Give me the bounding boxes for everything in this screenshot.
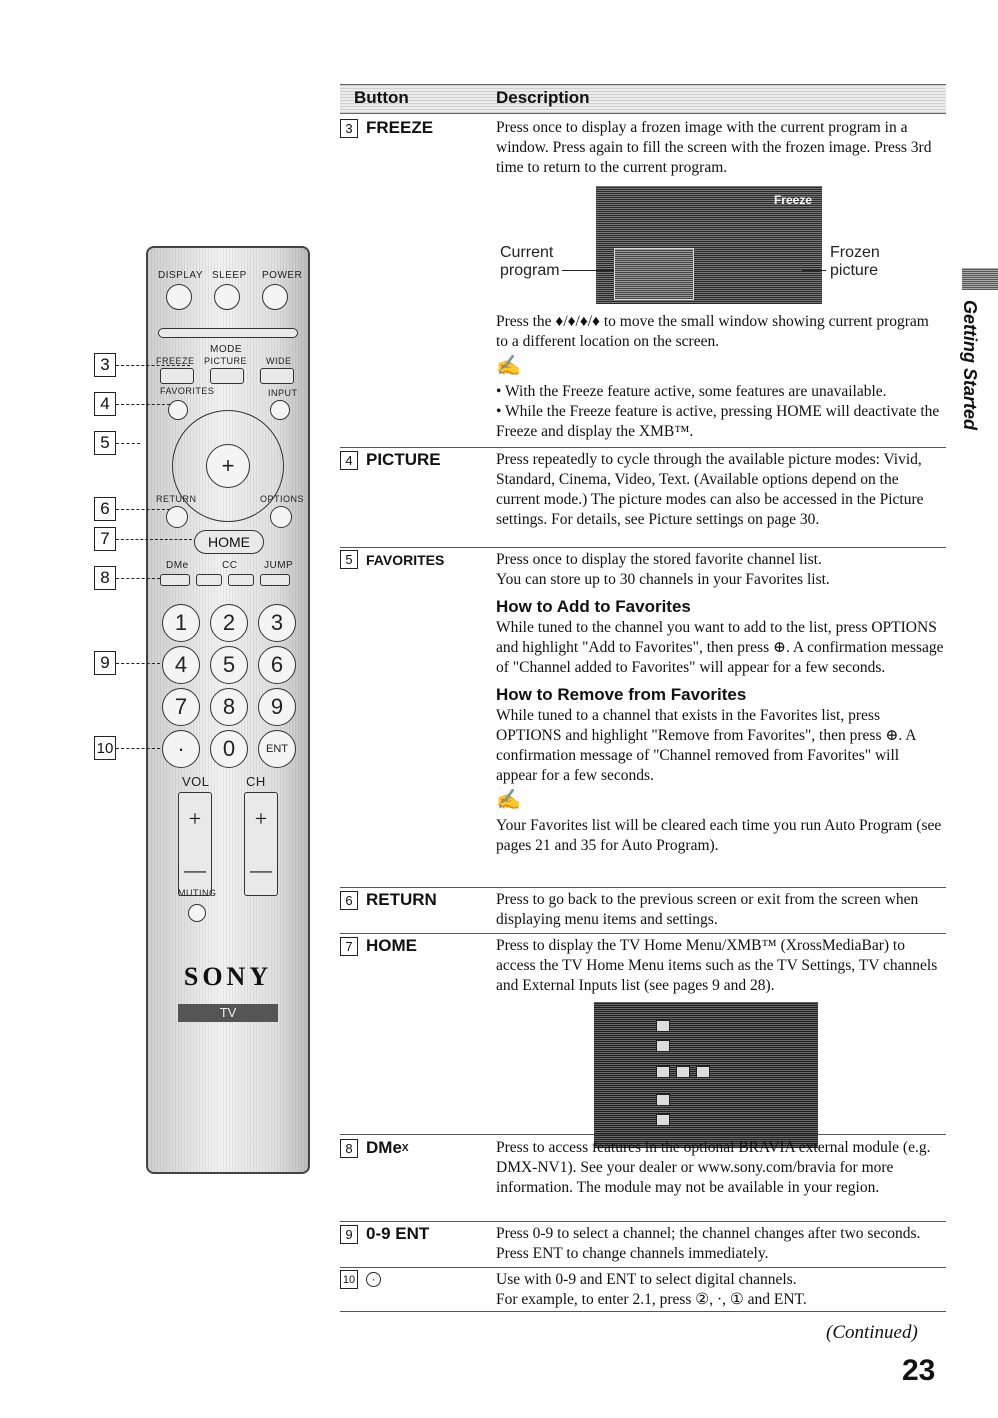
remote-brand-logo: SONY xyxy=(183,962,273,991)
remote-mode-label: MODE xyxy=(210,344,242,355)
row-number-8: 8 xyxy=(340,1139,358,1158)
remote-options-button xyxy=(270,506,292,528)
callout-7-line xyxy=(116,539,192,540)
remote-digit-1: 1 xyxy=(162,604,200,642)
remote-dpad-center-button: + xyxy=(206,444,250,488)
callout-4: 4 xyxy=(94,392,116,416)
remote-dme-label: DMe xyxy=(166,560,189,571)
remote-channel-rocker xyxy=(244,792,278,896)
remote-jump-label: JUMP xyxy=(264,560,294,571)
button-name-picture: PICTURE xyxy=(366,450,441,469)
remote-color-button-1 xyxy=(196,574,222,586)
remote-home-button: HOME xyxy=(194,530,264,554)
remote-sleep-button xyxy=(214,284,240,310)
page-number: 23 xyxy=(902,1354,936,1387)
freeze-frozen-picture-label: Frozen picture xyxy=(830,244,880,279)
remove-favorites-heading: How to Remove from Favorites xyxy=(496,685,747,704)
freeze-note-1: • With the Freeze feature active, some features are unavailable. xyxy=(496,383,887,400)
button-name-dme: DMe xyxy=(366,1138,402,1157)
table-row-home xyxy=(340,934,946,1136)
callout-5-line xyxy=(116,443,140,444)
section-label: Getting Started xyxy=(960,300,980,431)
row-number-9: 9 xyxy=(340,1225,358,1244)
remote-options-label: OPTIONS xyxy=(260,494,305,504)
button-name-favorites: FAVORITES xyxy=(366,551,445,568)
remote-wide-button xyxy=(260,368,294,384)
xmb-icon-3 xyxy=(656,1066,670,1078)
col-button-header: Button xyxy=(354,88,409,107)
favorites-description-2: You can store up to 30 channels in your Favorites list. xyxy=(496,571,830,588)
dot-description-2: For example, to enter 2.1, press ②, ·, ① and ENT. xyxy=(496,1291,807,1308)
remote-power-button xyxy=(262,284,288,310)
xmb-icon-1 xyxy=(656,1020,670,1032)
remote-digit-8: 8 xyxy=(210,688,248,726)
home-menu-illustration xyxy=(496,1002,944,1150)
remote-digit-2: 2 xyxy=(210,604,248,642)
home-menu-screen-image xyxy=(594,1002,818,1148)
remote-digit-6: 6 xyxy=(258,646,296,684)
return-description: Press to go back to the previous screen or exit from the screen when displaying menu items and settings. xyxy=(496,891,919,928)
remote-display-button xyxy=(166,284,192,310)
remote-vol-minus: — xyxy=(184,856,206,882)
remote-sleep-label: SLEEP xyxy=(212,270,247,281)
dme-superscript: X xyxy=(401,1142,409,1154)
table-row-dme xyxy=(340,1136,946,1222)
add-favorites-text: While tuned to the channel you want to add to the list, press OPTIONS and highlight "Add to Favorites", then press ⊕. A confirmation message of "Channel added to Favorites" will appear for a few seconds. xyxy=(496,619,944,676)
table-row-freeze xyxy=(340,118,946,448)
remote-freeze-label: FREEZE xyxy=(156,356,195,366)
remote-vol-label: VOL xyxy=(182,774,210,789)
favorites-note: Your Favorites list will be cleared each time you run Auto Program (see pages 21 and 35 for Auto Program). xyxy=(496,817,942,854)
remote-display-label: DISPLAY xyxy=(158,270,203,281)
note-icon: ✍ xyxy=(496,355,521,377)
remote-wide-label: WIDE xyxy=(266,356,292,366)
xmb-icon-7 xyxy=(656,1114,670,1126)
remote-volume-rocker xyxy=(178,792,212,896)
table-row-dot xyxy=(340,1268,946,1312)
table-row-favorites xyxy=(340,548,946,888)
freeze-screen-image xyxy=(596,186,822,304)
remote-picture-button xyxy=(210,368,244,384)
remote-digit-3: 3 xyxy=(258,604,296,642)
section-tab-marker xyxy=(962,268,998,290)
table-row-picture xyxy=(340,448,946,548)
row-number-5: 5 xyxy=(340,550,358,569)
remote-ch-label: CH xyxy=(246,774,266,789)
freeze-move-window-text: Press the ♦/♦/♦/♦ to move the small window showing current program to a different location on the screen. xyxy=(496,313,929,350)
xmb-icon-2 xyxy=(656,1040,670,1052)
freeze-description: Press once to display a frozen image with the current program in a window. Press again to fill the screen with the frozen image. Press 3rd time to return to the current program. xyxy=(496,119,932,176)
xmb-icon-6 xyxy=(656,1094,670,1106)
home-description: Press to display the TV Home Menu/XMB™ (XrossMediaBar) to access the TV Home Menu items such as the TV Settings, TV channels and External Inputs list (see pages 9 and 28). xyxy=(496,937,938,994)
remote-divider-bar xyxy=(158,328,298,338)
freeze-right-leader xyxy=(802,270,826,271)
remote-power-label: POWER xyxy=(262,270,303,281)
remote-ch-minus: — xyxy=(250,856,272,882)
digits-description: Press 0-9 to select a channel; the channel changes after two seconds. Press ENT to change channels immediately. xyxy=(496,1225,921,1262)
row-number-10: 10 xyxy=(340,1270,358,1289)
freeze-small-window xyxy=(614,248,694,300)
remote-jump-button xyxy=(260,574,290,586)
callout-9-line xyxy=(116,663,160,664)
callout-8: 8 xyxy=(94,566,116,590)
dot-button-icon: · xyxy=(366,1272,381,1287)
callout-7: 7 xyxy=(94,527,116,551)
callout-9: 9 xyxy=(94,651,116,675)
remote-favorites-label: FAVORITES xyxy=(160,386,215,396)
callout-10-line xyxy=(116,748,160,749)
freeze-left-leader xyxy=(562,270,614,271)
home-row-divider xyxy=(340,1134,946,1135)
row-number-3: 3 xyxy=(340,119,358,138)
button-name-home: HOME xyxy=(366,936,417,955)
callout-5: 5 xyxy=(94,431,116,455)
remote-digit-4: 4 xyxy=(162,646,200,684)
remote-input-button xyxy=(270,400,290,420)
remote-vol-plus: + xyxy=(188,805,202,831)
freeze-current-program-label: Current program xyxy=(500,244,560,279)
remote-muting-button xyxy=(188,904,206,922)
table-row-return xyxy=(340,888,946,934)
remote-ch-plus: + xyxy=(254,805,268,831)
remote-dme-button xyxy=(160,574,190,586)
remote-input-label: INPUT xyxy=(268,388,298,398)
remote-digit-0: 0 xyxy=(210,730,248,768)
remote-picture-label: PICTURE xyxy=(204,356,248,366)
callout-4-line xyxy=(116,404,170,405)
button-name-return: RETURN xyxy=(366,890,437,909)
row-number-4: 4 xyxy=(340,451,358,470)
favorites-description-1: Press once to display the stored favorite channel list. xyxy=(496,551,822,568)
callout-3: 3 xyxy=(94,353,116,377)
button-name-0-9-ent: 0-9 ENT xyxy=(366,1224,430,1243)
xmb-icon-5 xyxy=(696,1066,710,1078)
callout-10: 10 xyxy=(94,736,116,760)
remote-color-button-2 xyxy=(228,574,254,586)
callout-8-line xyxy=(116,578,160,579)
remote-digit-7: 7 xyxy=(162,688,200,726)
callout-6-line xyxy=(116,509,170,510)
remote-control-illustration xyxy=(146,246,310,1174)
freeze-screen-title: Freeze xyxy=(773,193,812,207)
remote-cc-label: CC xyxy=(222,560,238,571)
continued-label: (Continued) xyxy=(826,1322,918,1343)
freeze-note-2: • While the Freeze feature is active, pressing HOME will deactivate the Freeze and display the XMB™. xyxy=(496,403,940,440)
table-row-0-9-ent xyxy=(340,1222,946,1268)
callout-6: 6 xyxy=(94,497,116,521)
freeze-illustration xyxy=(496,186,944,312)
picture-description: Press repeatedly to cycle through the available picture modes: Vivid, Standard, Cinema, Video, Text. (Available options depend on the current mode.) The picture modes can also be accessed in the Picture settings. For details, see Picture settings on page 30. xyxy=(496,451,924,528)
remote-favorites-button xyxy=(168,400,188,420)
remote-tv-label: TV xyxy=(178,1004,278,1022)
remote-ent-button: ENT xyxy=(258,730,296,768)
dme-description: Press to access features in the optional BRAVIA external module (e.g. DMX-NV1). See your dealer or www.sony.com/bravia for more information. The module may not be available in your region. xyxy=(496,1139,931,1196)
remove-favorites-text: While tuned to a channel that exists in the Favorites list, press OPTIONS and highlight "Remove from Favorites", then press ⊕. A confirmation message of "Channel removed from Favorites" will appear for a few seconds. xyxy=(496,707,916,784)
remote-digit-5: 5 xyxy=(210,646,248,684)
remote-dot-button: · xyxy=(162,730,200,768)
remote-digit-9: 9 xyxy=(258,688,296,726)
remote-freeze-button xyxy=(160,368,194,384)
row-number-6: 6 xyxy=(340,891,358,910)
note-icon: ✍ xyxy=(496,789,521,811)
xmb-icon-4 xyxy=(676,1066,690,1078)
button-name-freeze: FREEZE xyxy=(366,118,434,137)
add-favorites-heading: How to Add to Favorites xyxy=(496,597,691,616)
callout-3-line xyxy=(116,365,190,366)
remote-muting-label: MUTING xyxy=(178,888,217,898)
row-number-7: 7 xyxy=(340,937,358,956)
table-header xyxy=(340,84,946,114)
dot-description-1: Use with 0-9 and ENT to select digital channels. xyxy=(496,1271,797,1288)
remote-return-label: RETURN xyxy=(156,494,197,504)
col-description-header: Description xyxy=(496,88,590,107)
